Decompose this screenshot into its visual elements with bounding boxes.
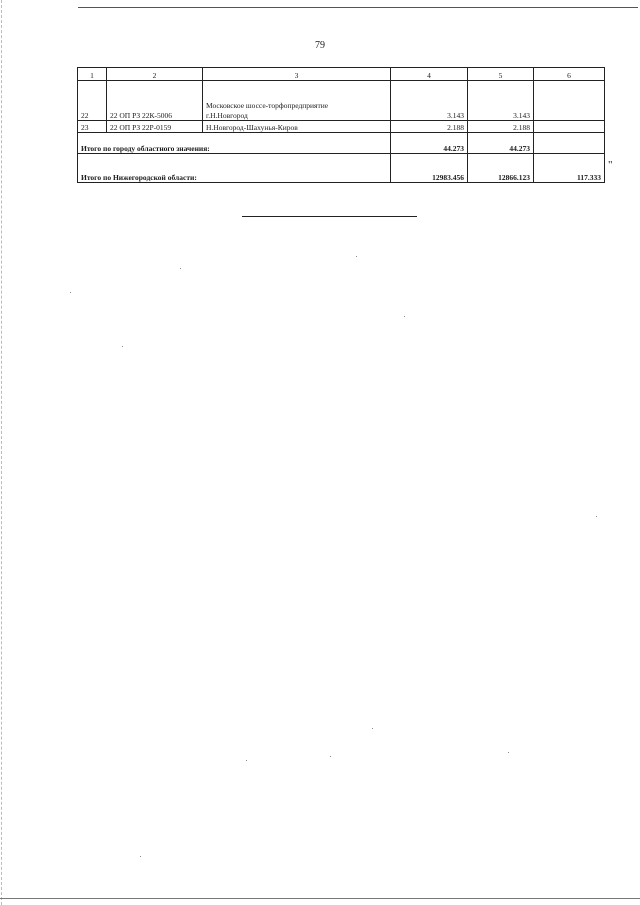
table-row — [78, 81, 605, 121]
scan-speck — [70, 292, 71, 293]
value-cell — [534, 121, 605, 133]
column-header: 1 — [78, 68, 107, 81]
page-number: 79 — [315, 40, 325, 51]
scan-bottom-border — [0, 898, 640, 899]
column-header: 2 — [107, 68, 203, 81]
total-label: Итого по Нижегородской области: — [78, 154, 391, 183]
scan-speck — [122, 346, 123, 347]
total-value: 12866.123 — [468, 154, 534, 183]
road-code: 22 ОП РЗ 22К-5006 — [107, 81, 203, 121]
value-cell — [534, 81, 605, 121]
column-header: 4 — [391, 68, 468, 81]
closing-quote-mark: " — [608, 159, 613, 171]
total-value: 44.273 — [468, 133, 534, 154]
road-name: Н.Новгород-Шахунья-Киров — [203, 121, 391, 133]
scan-speck — [246, 760, 247, 761]
scan-speck — [356, 256, 357, 257]
total-city-row — [78, 133, 605, 154]
value-cell: 2.188 — [391, 121, 468, 133]
value-cell: 3.143 — [391, 81, 468, 121]
total-value — [534, 133, 605, 154]
table-header-row — [78, 68, 605, 81]
scan-speck — [404, 316, 405, 317]
scan-speck — [508, 752, 509, 753]
road-name-line: г.Н.Новгород — [206, 110, 248, 120]
column-header: 5 — [468, 68, 534, 81]
road-name-line: Московское шоссе-торфопредприятие — [206, 101, 329, 111]
row-number: 23 — [78, 121, 107, 133]
value-cell: 3.143 — [468, 81, 534, 121]
roads-table — [77, 67, 605, 183]
road-code: 22 ОП РЗ 22Р-0159 — [107, 121, 203, 133]
scan-speck — [330, 756, 331, 757]
total-region-row — [78, 154, 605, 183]
scan-edge — [1, 0, 2, 905]
scan-top-border — [78, 7, 638, 8]
column-header: 3 — [203, 68, 391, 81]
scan-speck — [372, 728, 373, 729]
total-value: 117.333 — [534, 154, 605, 183]
row-number: 22 — [78, 81, 107, 121]
table-row — [78, 121, 605, 133]
value-cell: 2.188 — [468, 121, 534, 133]
scan-speck — [596, 516, 597, 517]
total-label: Итого по городу областного значения: — [78, 133, 391, 154]
scan-speck — [180, 268, 181, 269]
total-value: 12983.456 — [391, 154, 468, 183]
road-name — [203, 81, 391, 121]
column-header: 6 — [534, 68, 605, 81]
total-value: 44.273 — [391, 133, 468, 154]
scan-speck — [140, 856, 141, 857]
separator-line — [242, 216, 417, 217]
